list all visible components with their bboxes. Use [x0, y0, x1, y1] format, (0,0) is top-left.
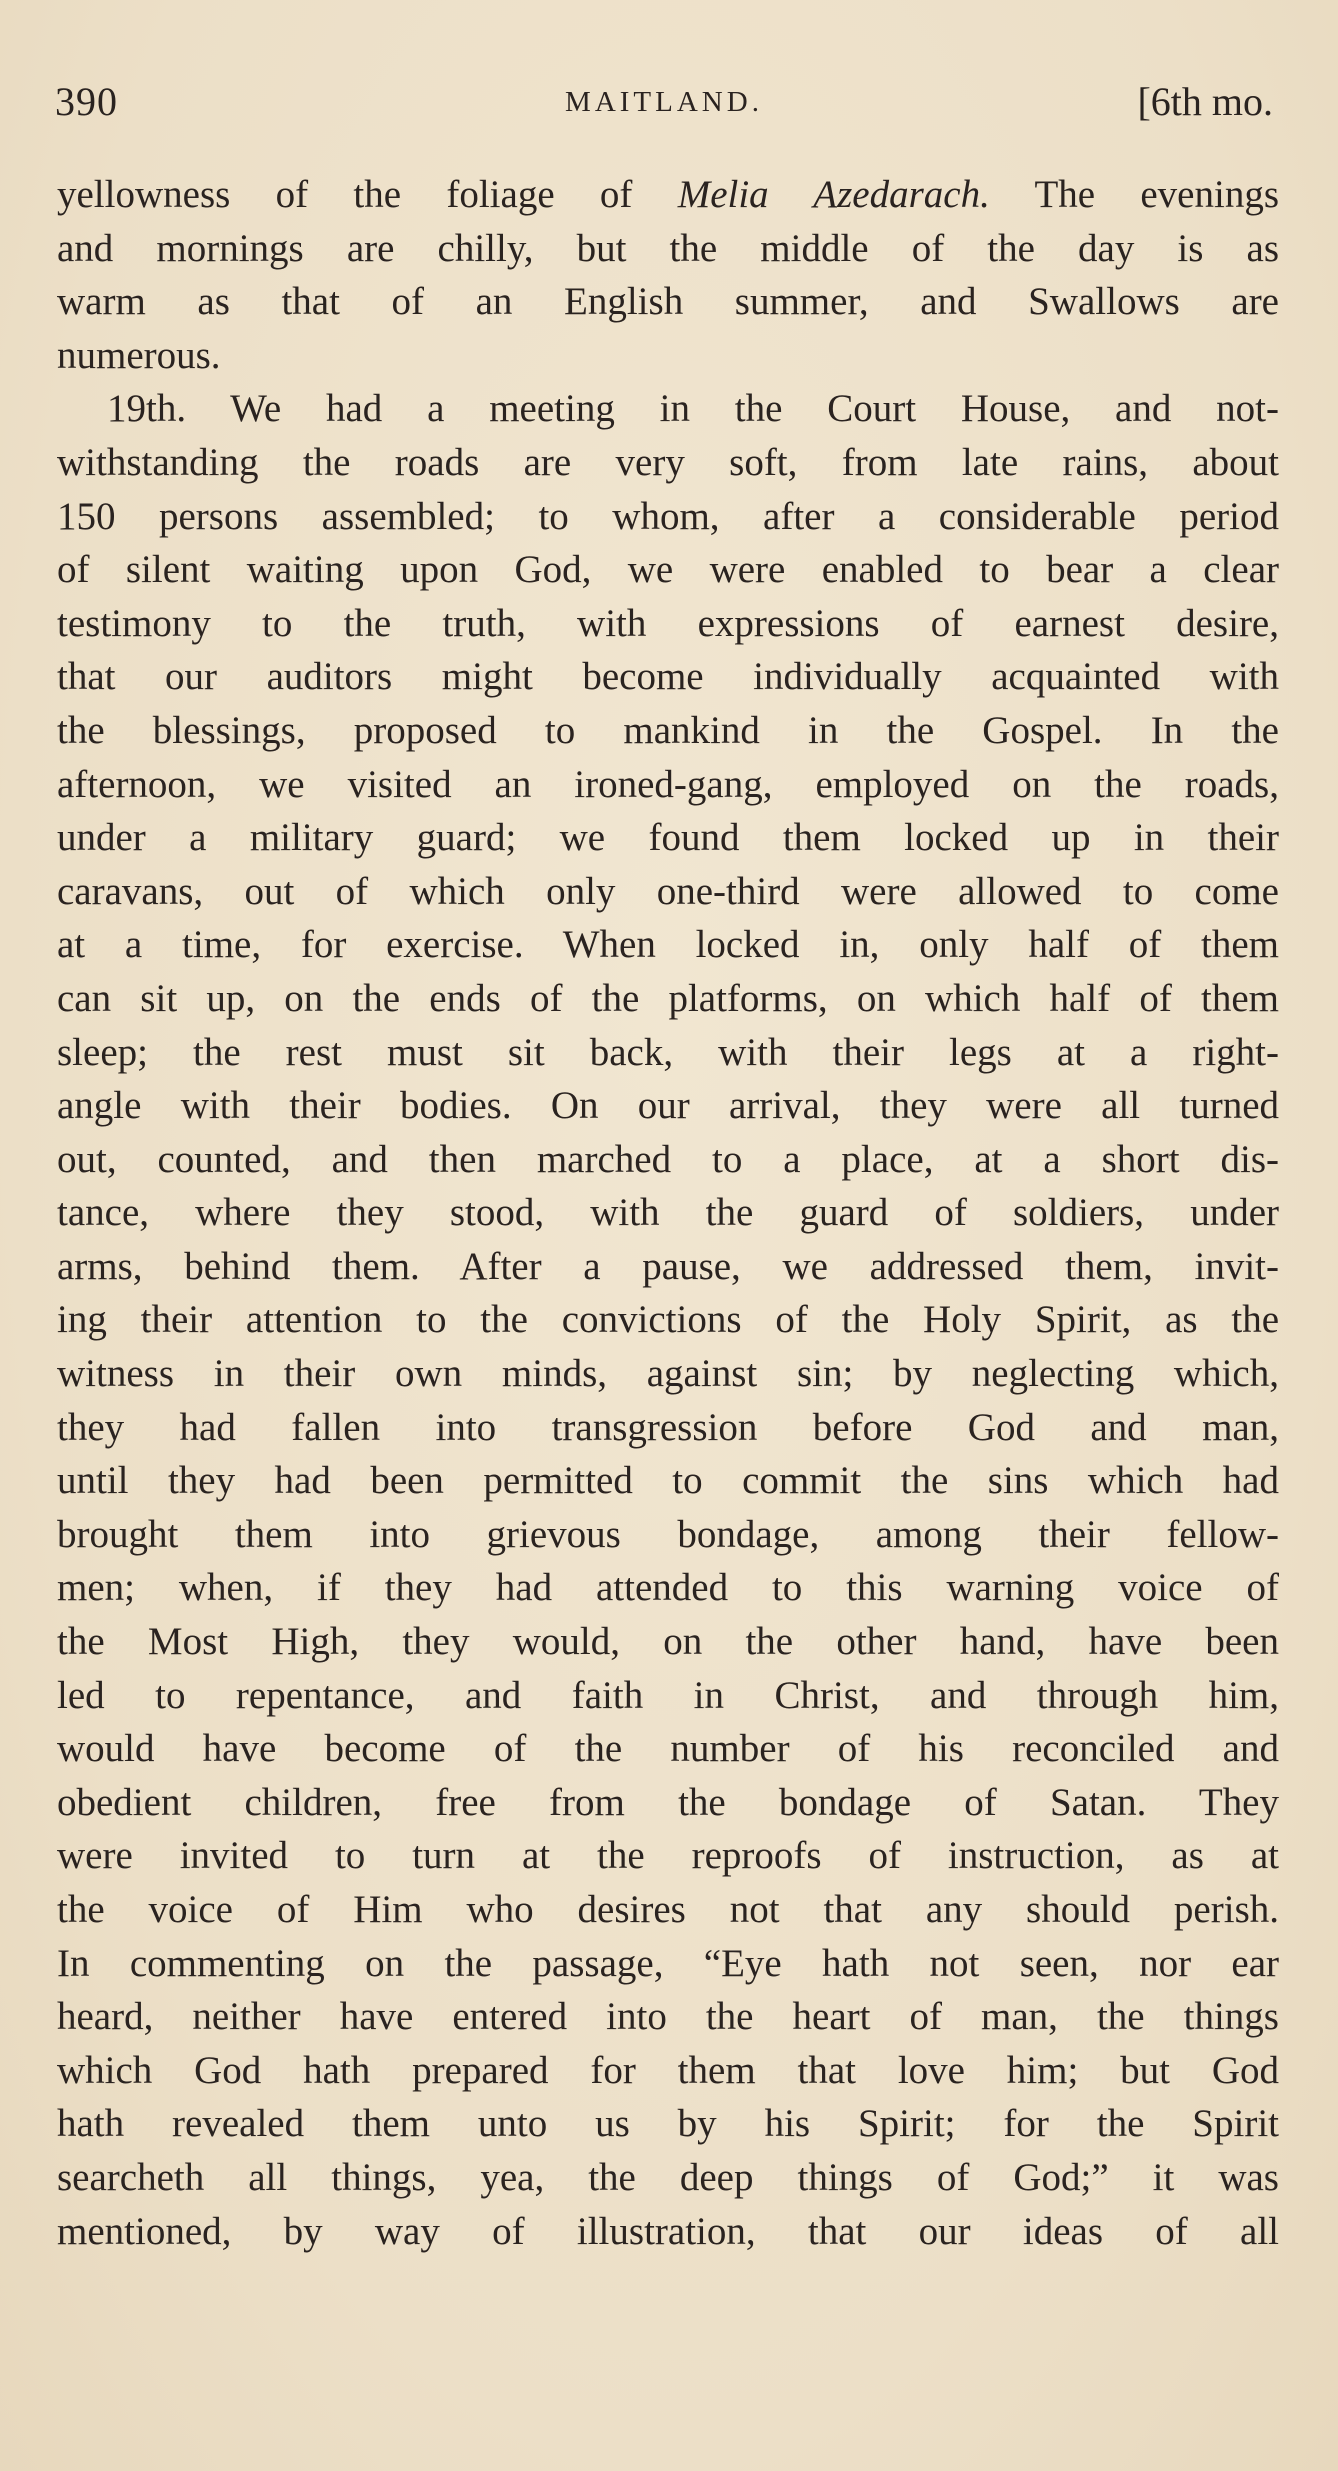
text-line [57, 1133, 1279, 1187]
text-span: and mornings are chilly, but the middle of the day is as [57, 226, 1279, 270]
text-line [57, 597, 1279, 651]
italic-text: Melia Azedarach. [677, 173, 990, 216]
text-line [57, 490, 1279, 544]
page-number: 390 [55, 79, 118, 124]
text-span: were invited to turn at the reproofs of instruction, as at [57, 1834, 1279, 1878]
text-line [57, 275, 1279, 329]
text-span: they had fallen into transgression before God and man, [57, 1405, 1279, 1449]
text-span: which God hath prepared for them that love him; but God [57, 2048, 1279, 2092]
text-span: the Most High, they would, on the other hand, have been [57, 1620, 1279, 1664]
text-span: obedient children, free from the bondage of Satan. They [57, 1780, 1279, 1824]
text-span: brought them into grievous bondage, among their fellow- [57, 1512, 1279, 1556]
text-line [57, 650, 1279, 704]
text-line [57, 168, 1279, 222]
text-span: ing their attention to the convictions of the Holy Spirit, as the [57, 1298, 1279, 1342]
text-line [57, 1669, 1279, 1723]
page-header [55, 78, 1273, 138]
text-span: tance, where they stood, with the guard of soldiers, under [57, 1191, 1279, 1235]
text-span: men; when, if they had attended to this warning voice of [57, 1566, 1279, 1610]
text-span: the blessings, proposed to mankind in the Gospel. In the [57, 708, 1279, 752]
text-span: arms, behind them. After a pause, we addressed them, invit- [57, 1244, 1279, 1288]
text-line [57, 1079, 1279, 1133]
text-line [57, 811, 1279, 865]
text-line [57, 972, 1279, 1026]
text-span: the voice of Him who desires not that any should perish. [57, 1888, 1279, 1931]
text-span: out, counted, and then marched to a place, at a short dis- [57, 1137, 1279, 1181]
text-line [57, 1293, 1279, 1347]
text-span: until they had been permitted to commit the sins which had [57, 1459, 1279, 1503]
text-line [57, 1883, 1279, 1937]
text-line [57, 1508, 1279, 1562]
text-line [57, 918, 1279, 972]
text-span: sleep; the rest must sit back, with their legs at a right- [57, 1030, 1279, 1074]
text-line [57, 2151, 1279, 2205]
text-span: warm as that of an English summer, and Swallows are [57, 280, 1279, 324]
text-span: searcheth all things, yea, the deep things of God;” it was [57, 2155, 1279, 2199]
text-span: 19th. We had a meeting in the Court House, and not- [107, 387, 1279, 431]
text-span: withstanding the roads are very soft, from late rains, about [57, 440, 1279, 484]
text-line [57, 1401, 1279, 1455]
text-line [57, 758, 1279, 812]
text-line [57, 436, 1279, 490]
text-line [57, 2044, 1279, 2098]
text-span: caravans, out of which only one-third were allowed to come [57, 869, 1279, 913]
text-span: In commenting on the passage, “Eye hath not seen, nor ear [57, 1941, 1279, 1985]
running-head: MAITLAND. [565, 86, 763, 118]
text-span: of silent waiting upon God, we were enabled to bear a clear [57, 548, 1279, 592]
text-span: would have become of the number of his reconciled and [57, 1727, 1279, 1771]
text-line [57, 1722, 1279, 1776]
text-span: heard, neither have entered into the heart of man, the things [57, 1995, 1279, 2039]
text-line [57, 704, 1279, 758]
text-line [57, 1454, 1279, 1508]
text-line [57, 1240, 1279, 1294]
text-span: mentioned, by way of illustration, that our ideas of all [57, 2209, 1279, 2253]
text-span: testimony to the truth, with expressions of earnest desire, [57, 601, 1279, 645]
text-span: numerous. [57, 333, 221, 377]
text-line [57, 1829, 1279, 1883]
section-marker: [6th mo. [1137, 79, 1273, 124]
text-line [57, 1990, 1279, 2044]
text-span: can sit up, on the ends of the platforms, on which half of them [57, 976, 1279, 1020]
text-span: 150 persons assembled; to whom, after a considerable period [57, 494, 1279, 538]
text-line [57, 1776, 1279, 1830]
text-span: angle with their bodies. On our arrival, they were all turned [57, 1084, 1279, 1128]
text-line [57, 1186, 1279, 1240]
text-span: hath revealed them unto us by his Spirit; for the Spirit [57, 2102, 1279, 2146]
text-line [57, 222, 1279, 276]
text-span: The evenings [989, 173, 1280, 216]
text-span: that our auditors might become individually acquainted with [57, 655, 1279, 699]
body-text [57, 168, 1279, 2258]
text-line [57, 1615, 1279, 1669]
text-line [57, 1561, 1279, 1615]
text-span: led to repentance, and faith in Christ, and through him, [57, 1673, 1279, 1717]
text-span: at a time, for exercise. When locked in, only half of them [57, 923, 1279, 967]
text-span: yellowness of the foliage of [57, 173, 678, 216]
text-span: witness in their own minds, against sin; by neglecting which, [57, 1352, 1279, 1396]
text-line [57, 1347, 1279, 1401]
text-span: afternoon, we visited an ironed-gang, employed on the roads, [57, 762, 1279, 806]
text-line [57, 329, 1279, 383]
text-line [57, 1937, 1279, 1991]
text-line [57, 865, 1279, 919]
text-line [57, 2205, 1279, 2259]
text-span: under a military guard; we found them locked up in their [57, 816, 1279, 860]
text-line [57, 2097, 1279, 2151]
text-line [57, 543, 1279, 597]
text-line [57, 1026, 1279, 1080]
text-line [57, 382, 1279, 436]
